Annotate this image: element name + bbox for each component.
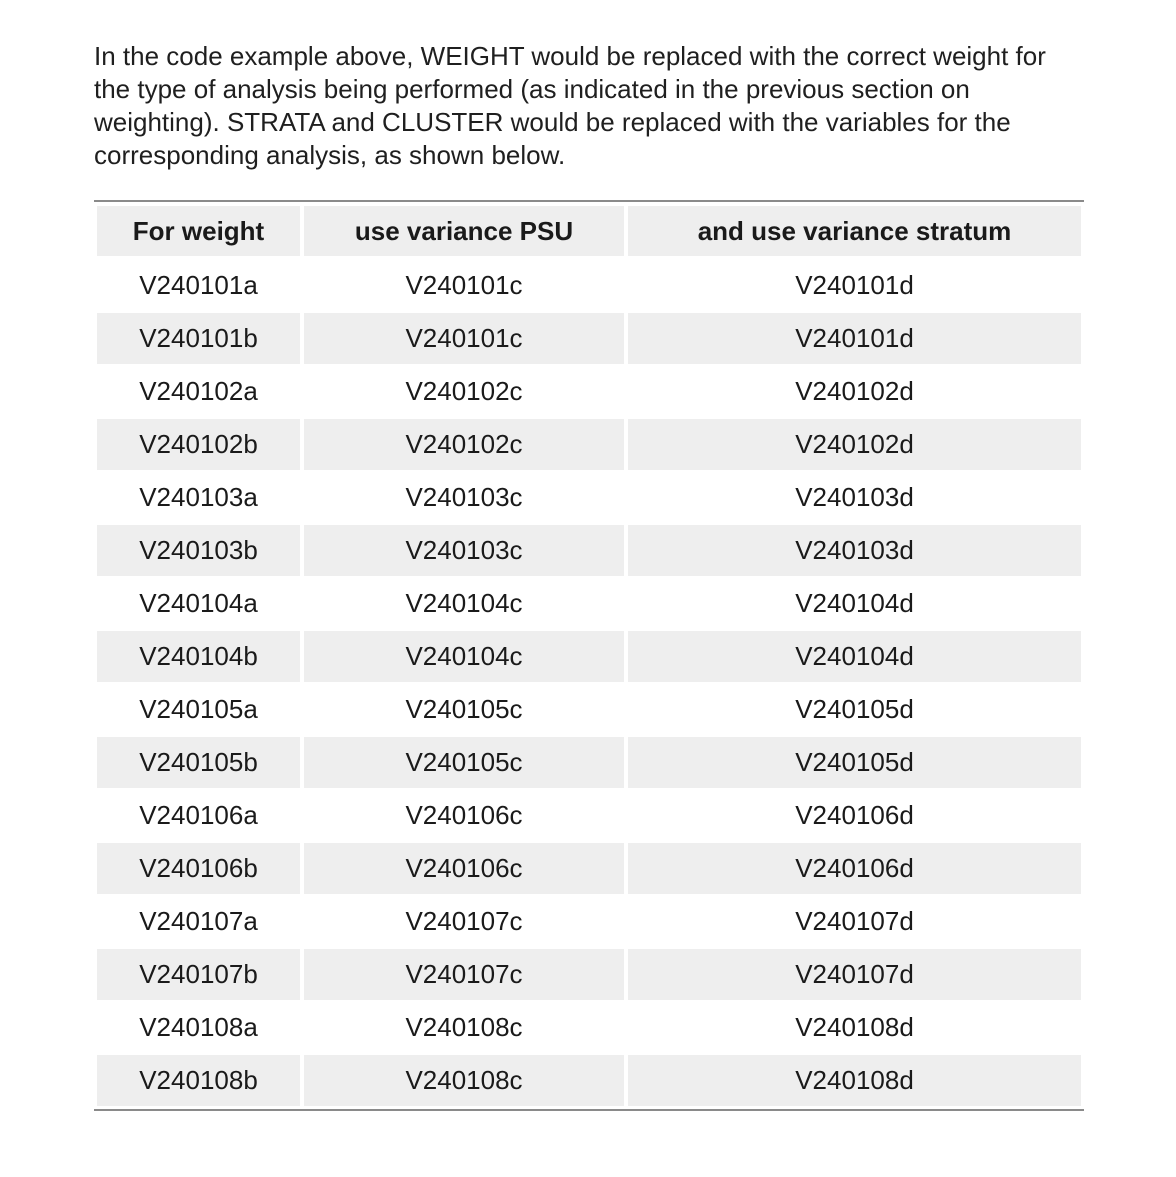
table-row [97, 471, 1081, 524]
cell-weight: V240108a [97, 1001, 300, 1054]
cell-weight: V240107b [97, 948, 300, 1001]
cell-weight: V240103b [97, 524, 300, 577]
cell-variance-stratum: V240107d [628, 895, 1081, 948]
cell-variance-psu: V240105c [304, 683, 624, 736]
table-row [97, 365, 1081, 418]
cell-variance-stratum: V240107d [628, 948, 1081, 1001]
cell-variance-psu: V240104c [304, 630, 624, 683]
table-row [97, 1001, 1081, 1054]
table-row [97, 1054, 1081, 1107]
table-row [97, 524, 1081, 577]
cell-weight: V240105b [97, 736, 300, 789]
table-row [97, 789, 1081, 842]
cell-variance-psu: V240108c [304, 1054, 624, 1107]
table-header-row [97, 206, 1081, 259]
cell-weight: V240106b [97, 842, 300, 895]
cell-weight: V240105a [97, 683, 300, 736]
cell-variance-stratum: V240105d [628, 736, 1081, 789]
cell-weight: V240101b [97, 312, 300, 365]
cell-variance-stratum: V240103d [628, 524, 1081, 577]
table-row [97, 259, 1081, 312]
table-row [97, 683, 1081, 736]
intro-paragraph: In the code example above, WEIGHT would be replaced with the correct weight for the type of analysis being performed (as indicated in the previous section on weighting). STRATA and CLUSTER would be replaced with the variables for the corresponding analysis, as shown below. [94, 41, 1046, 170]
cell-variance-stratum: V240101d [628, 259, 1081, 312]
cell-variance-psu: V240107c [304, 948, 624, 1001]
cell-variance-psu: V240108c [304, 1001, 624, 1054]
cell-variance-psu: V240106c [304, 789, 624, 842]
cell-variance-psu: V240104c [304, 577, 624, 630]
cell-variance-psu: V240106c [304, 842, 624, 895]
table-row [97, 948, 1081, 1001]
cell-variance-psu: V240103c [304, 524, 624, 577]
table-row [97, 418, 1081, 471]
cell-variance-stratum: V240106d [628, 842, 1081, 895]
cell-weight: V240104b [97, 630, 300, 683]
cell-weight: V240104a [97, 577, 300, 630]
weights-table-container [94, 200, 1084, 1111]
cell-variance-stratum: V240108d [628, 1054, 1081, 1107]
cell-variance-psu: V240102c [304, 365, 624, 418]
table-row [97, 895, 1081, 948]
cell-weight: V240103a [97, 471, 300, 524]
cell-variance-psu: V240103c [304, 471, 624, 524]
cell-weight: V240101a [97, 259, 300, 312]
table-row [97, 842, 1081, 895]
cell-weight: V240102a [97, 365, 300, 418]
weights-table [93, 206, 1085, 1107]
cell-variance-stratum: V240102d [628, 365, 1081, 418]
cell-variance-stratum: V240106d [628, 789, 1081, 842]
cell-variance-stratum: V240101d [628, 312, 1081, 365]
cell-variance-stratum: V240103d [628, 471, 1081, 524]
table-body [97, 259, 1081, 1107]
cell-variance-psu: V240102c [304, 418, 624, 471]
cell-weight: V240102b [97, 418, 300, 471]
cell-variance-psu: V240101c [304, 312, 624, 365]
cell-variance-stratum: V240105d [628, 683, 1081, 736]
cell-variance-stratum: V240102d [628, 418, 1081, 471]
table-row [97, 736, 1081, 789]
cell-variance-stratum: V240104d [628, 630, 1081, 683]
header-variance-stratum: and use variance stratum [628, 206, 1081, 259]
header-for-weight: For weight [97, 206, 300, 259]
cell-weight: V240107a [97, 895, 300, 948]
table-row [97, 312, 1081, 365]
cell-variance-stratum: V240108d [628, 1001, 1081, 1054]
header-variance-psu: use variance PSU [304, 206, 624, 259]
cell-weight: V240106a [97, 789, 300, 842]
cell-variance-psu: V240105c [304, 736, 624, 789]
table-row [97, 630, 1081, 683]
table-row [97, 577, 1081, 630]
cell-variance-stratum: V240104d [628, 577, 1081, 630]
cell-weight: V240108b [97, 1054, 300, 1107]
cell-variance-psu: V240107c [304, 895, 624, 948]
cell-variance-psu: V240101c [304, 259, 624, 312]
